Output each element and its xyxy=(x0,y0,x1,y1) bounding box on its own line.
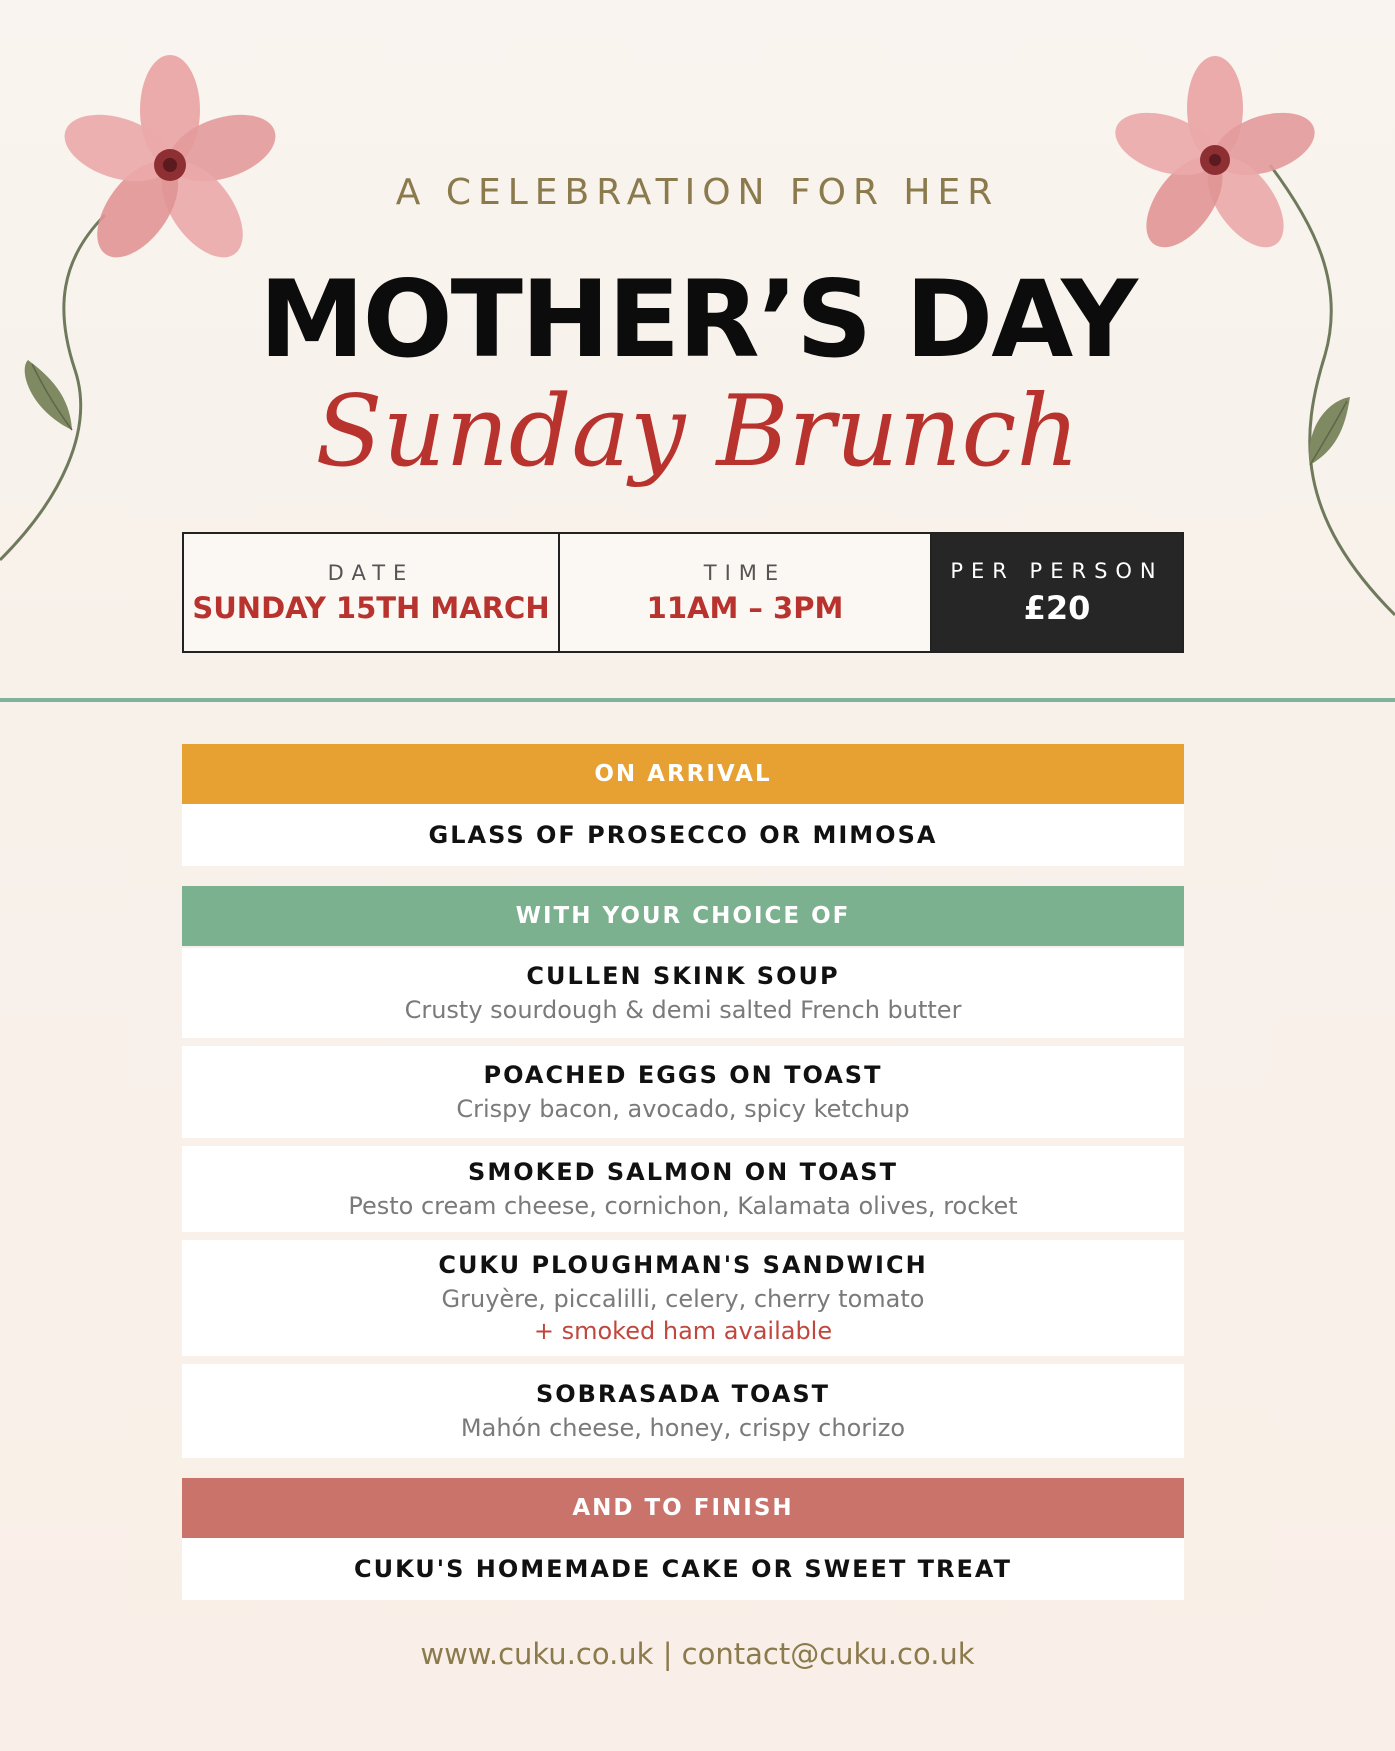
menu-item-title: CULLEN SKINK SOUP xyxy=(526,962,840,990)
menu-item-addon: + smoked ham available xyxy=(533,1317,833,1345)
menu-item-smoked-salmon xyxy=(182,1146,1184,1232)
time-value: 11AM – 3PM xyxy=(646,590,844,625)
price-cell xyxy=(932,534,1182,651)
section-choice xyxy=(182,886,1184,946)
date-label: DATE xyxy=(327,560,415,585)
menu-item-title: POACHED EGGS ON TOAST xyxy=(483,1061,883,1089)
date-cell xyxy=(184,534,560,651)
kicker-text: A CELEBRATION FOR HER xyxy=(395,172,1000,213)
divider-line xyxy=(0,698,1395,702)
footer-contact: www.cuku.co.uk | contact@cuku.co.uk xyxy=(420,1637,975,1671)
page-title: MOTHER’S DAY xyxy=(259,258,1136,381)
page-subtitle: Sunday Brunch xyxy=(315,375,1080,489)
menu-item-sobrasada-toast xyxy=(182,1364,1184,1458)
menu-item-poached-eggs xyxy=(182,1046,1184,1138)
menu-item-description: Mahón cheese, honey, crispy chorizo xyxy=(460,1414,906,1442)
section-heading-choice: WITH YOUR CHOICE OF xyxy=(182,886,1184,946)
section-heading-finish: AND TO FINISH xyxy=(182,1478,1184,1538)
price-value: £20 xyxy=(1023,588,1091,627)
menu-item-ploughmans-sandwich xyxy=(182,1240,1184,1356)
event-info-bar xyxy=(182,532,1184,653)
menu-item-title: SOBRASADA TOAST xyxy=(535,1380,831,1408)
time-cell xyxy=(560,534,932,651)
section-arrival xyxy=(182,744,1184,866)
menu-item-finish xyxy=(182,1538,1184,1600)
menu-item-title: CUKU'S HOMEMADE CAKE OR SWEET TREAT xyxy=(353,1555,1013,1583)
menu-item-cullen-skink xyxy=(182,948,1184,1038)
menu-item-description: Pesto cream cheese, cornichon, Kalamata olives, rocket xyxy=(348,1192,1018,1220)
date-value: SUNDAY 15TH MARCH xyxy=(192,590,550,625)
price-label: PER PERSON xyxy=(950,558,1164,583)
time-label: TIME xyxy=(703,560,787,585)
menu-item-description: Crispy bacon, avocado, spicy ketchup xyxy=(456,1095,910,1123)
menu-item-description: Crusty sourdough & demi salted French butter xyxy=(404,996,962,1024)
section-heading-arrival: ON ARRIVAL xyxy=(182,744,1184,804)
menu-item-arrival xyxy=(182,804,1184,866)
menu-item-title: CUKU PLOUGHMAN'S SANDWICH xyxy=(438,1251,928,1279)
menu-item-title: GLASS OF PROSECCO OR MIMOSA xyxy=(428,821,938,849)
menu-item-description: Gruyère, piccalilli, celery, cherry tomato xyxy=(441,1285,925,1313)
menu-item-title: SMOKED SALMON ON TOAST xyxy=(468,1158,898,1186)
section-finish xyxy=(182,1478,1184,1600)
